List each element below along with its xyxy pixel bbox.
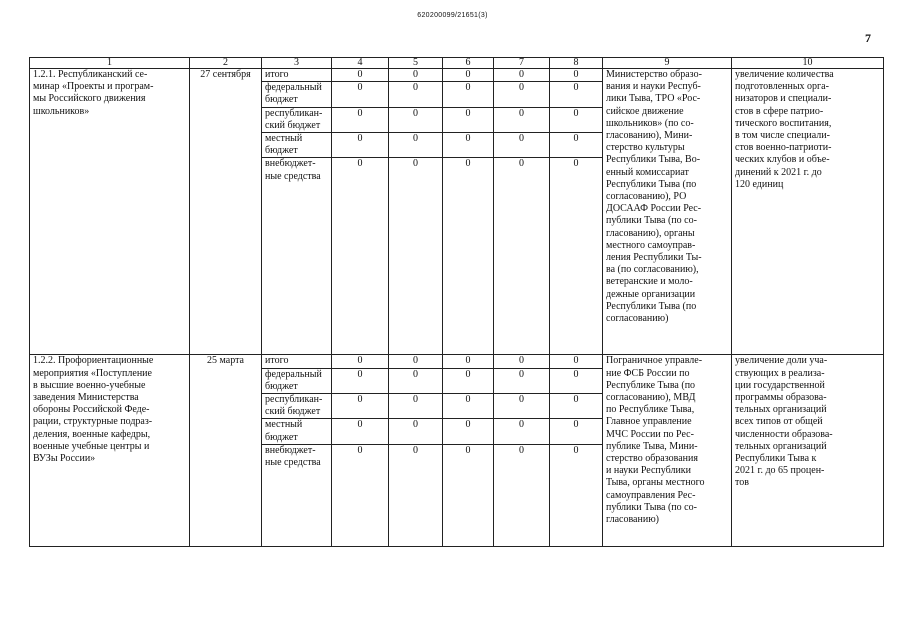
table-row bbox=[30, 69, 884, 82]
funding-value: 0 bbox=[550, 419, 603, 444]
funding-value: 0 bbox=[550, 394, 603, 419]
funding-value: 0 bbox=[332, 394, 389, 419]
funding-value: 0 bbox=[494, 133, 550, 158]
header-cell: 8 bbox=[550, 58, 603, 69]
executors: Пограничное управле- ние ФСБ России по Республике Тыва (по согласованию), МВД по Республике Тыва, Главное управление МЧС России по Рес- публике Тыва, Мини- стерство образования и науки Республики Тыва, органы местного самоуправления Рес- публики Тыва (по со- гласованию) bbox=[603, 355, 732, 546]
funding-value: 0 bbox=[494, 355, 550, 368]
funding-source: внебюджет- ные средства bbox=[262, 444, 332, 546]
funding-value: 0 bbox=[494, 158, 550, 355]
funding-value: 0 bbox=[443, 368, 494, 393]
funding-value: 0 bbox=[389, 444, 443, 546]
funding-value: 0 bbox=[332, 355, 389, 368]
funding-value: 0 bbox=[332, 133, 389, 158]
funding-value: 0 bbox=[443, 158, 494, 355]
funding-value: 0 bbox=[389, 419, 443, 444]
expected-result: увеличение количества подготовленных орга- низаторов и специали- стов в сфере патрио- тического воспитания, в том числе специали- стов военно-патриоти- ческих клубов и объе- динений к 2021 г. до 120 единиц bbox=[732, 69, 884, 355]
funding-value: 0 bbox=[389, 107, 443, 132]
funding-value: 0 bbox=[443, 355, 494, 368]
funding-value: 0 bbox=[494, 69, 550, 82]
funding-value: 0 bbox=[389, 368, 443, 393]
expected-result: увеличение доли уча- ствующих в реализа- ции государственной программы образова- тельных организаций всех типов от общей численности образова- тельных организаций Республики Тыва к 2021 г. до 65 процен- тов bbox=[732, 355, 884, 546]
funding-value: 0 bbox=[389, 82, 443, 107]
funding-value: 0 bbox=[443, 444, 494, 546]
header-cell: 9 bbox=[603, 58, 732, 69]
event-date: 27 сентября bbox=[190, 69, 262, 355]
funding-source: местный бюджет bbox=[262, 133, 332, 158]
event-name: 1.2.2. Профориентационные мероприятия «Поступление в высшие военно-учебные заведения Министерства обороны Российской Феде- рации, структурные подраз- деления, военные кафедры, военные учебные центры и ВУЗы России» bbox=[30, 355, 190, 546]
funding-value: 0 bbox=[550, 69, 603, 82]
funding-value: 0 bbox=[443, 394, 494, 419]
funding-value: 0 bbox=[332, 419, 389, 444]
funding-value: 0 bbox=[494, 419, 550, 444]
funding-value: 0 bbox=[332, 69, 389, 82]
executors: Министерство образо- вания и науки Респуб- лики Тыва, ТРО «Рос- сийское движение школьников» (по со- гласованию), Мини- стерство культуры Республики Тыва, Во- енный комиссариат Республики Тыва (по согласованию), РО ДОСААФ России Рес- публики Тыва (по со- гласованию), органы местного самоуправ- ления Республики Ты- ва (по согласованию), ветеранские и моло- дежные организации Республики Тыва (по согласованию) bbox=[603, 69, 732, 355]
funding-value: 0 bbox=[494, 368, 550, 393]
funding-source: итого bbox=[262, 69, 332, 82]
funding-source: итого bbox=[262, 355, 332, 368]
header-cell: 2 bbox=[190, 58, 262, 69]
funding-value: 0 bbox=[550, 82, 603, 107]
funding-value: 0 bbox=[494, 444, 550, 546]
funding-value: 0 bbox=[443, 133, 494, 158]
header-cell: 4 bbox=[332, 58, 389, 69]
funding-value: 0 bbox=[389, 69, 443, 82]
table-row bbox=[30, 355, 884, 368]
event-date: 25 марта bbox=[190, 355, 262, 546]
funding-value: 0 bbox=[332, 107, 389, 132]
funding-value: 0 bbox=[550, 107, 603, 132]
funding-value: 0 bbox=[389, 133, 443, 158]
header-cell: 6 bbox=[443, 58, 494, 69]
funding-value: 0 bbox=[332, 444, 389, 546]
funding-value: 0 bbox=[389, 158, 443, 355]
page-number: 7 bbox=[865, 31, 871, 45]
funding-value: 0 bbox=[494, 107, 550, 132]
header-row bbox=[30, 58, 884, 69]
table-body bbox=[30, 58, 884, 547]
funding-value: 0 bbox=[389, 355, 443, 368]
funding-value: 0 bbox=[550, 368, 603, 393]
funding-value: 0 bbox=[550, 158, 603, 355]
funding-value: 0 bbox=[332, 368, 389, 393]
funding-value: 0 bbox=[332, 82, 389, 107]
funding-value: 0 bbox=[443, 69, 494, 82]
funding-source: республикан- ский бюджет bbox=[262, 394, 332, 419]
funding-value: 0 bbox=[550, 133, 603, 158]
event-name: 1.2.1. Республиканский се- минар «Проекты и програм- мы Российского движения школьников» bbox=[30, 69, 190, 355]
funding-source: федеральный бюджет bbox=[262, 368, 332, 393]
header-cell: 3 bbox=[262, 58, 332, 69]
funding-source: федеральный бюджет bbox=[262, 82, 332, 107]
funding-source: республикан- ский бюджет bbox=[262, 107, 332, 132]
header-cell: 5 bbox=[389, 58, 443, 69]
funding-value: 0 bbox=[443, 82, 494, 107]
funding-value: 0 bbox=[550, 444, 603, 546]
funding-value: 0 bbox=[332, 158, 389, 355]
funding-value: 0 bbox=[494, 82, 550, 107]
funding-value: 0 bbox=[443, 419, 494, 444]
funding-value: 0 bbox=[494, 394, 550, 419]
funding-value: 0 bbox=[550, 355, 603, 368]
program-table bbox=[29, 57, 884, 547]
header-cell: 1 bbox=[30, 58, 190, 69]
header-cell: 7 bbox=[494, 58, 550, 69]
header-cell: 10 bbox=[732, 58, 884, 69]
funding-source: внебюджет- ные средства bbox=[262, 158, 332, 355]
funding-value: 0 bbox=[443, 107, 494, 132]
funding-source: местный бюджет bbox=[262, 419, 332, 444]
funding-value: 0 bbox=[389, 394, 443, 419]
document-id: 620200099/21651(3) bbox=[417, 12, 488, 19]
